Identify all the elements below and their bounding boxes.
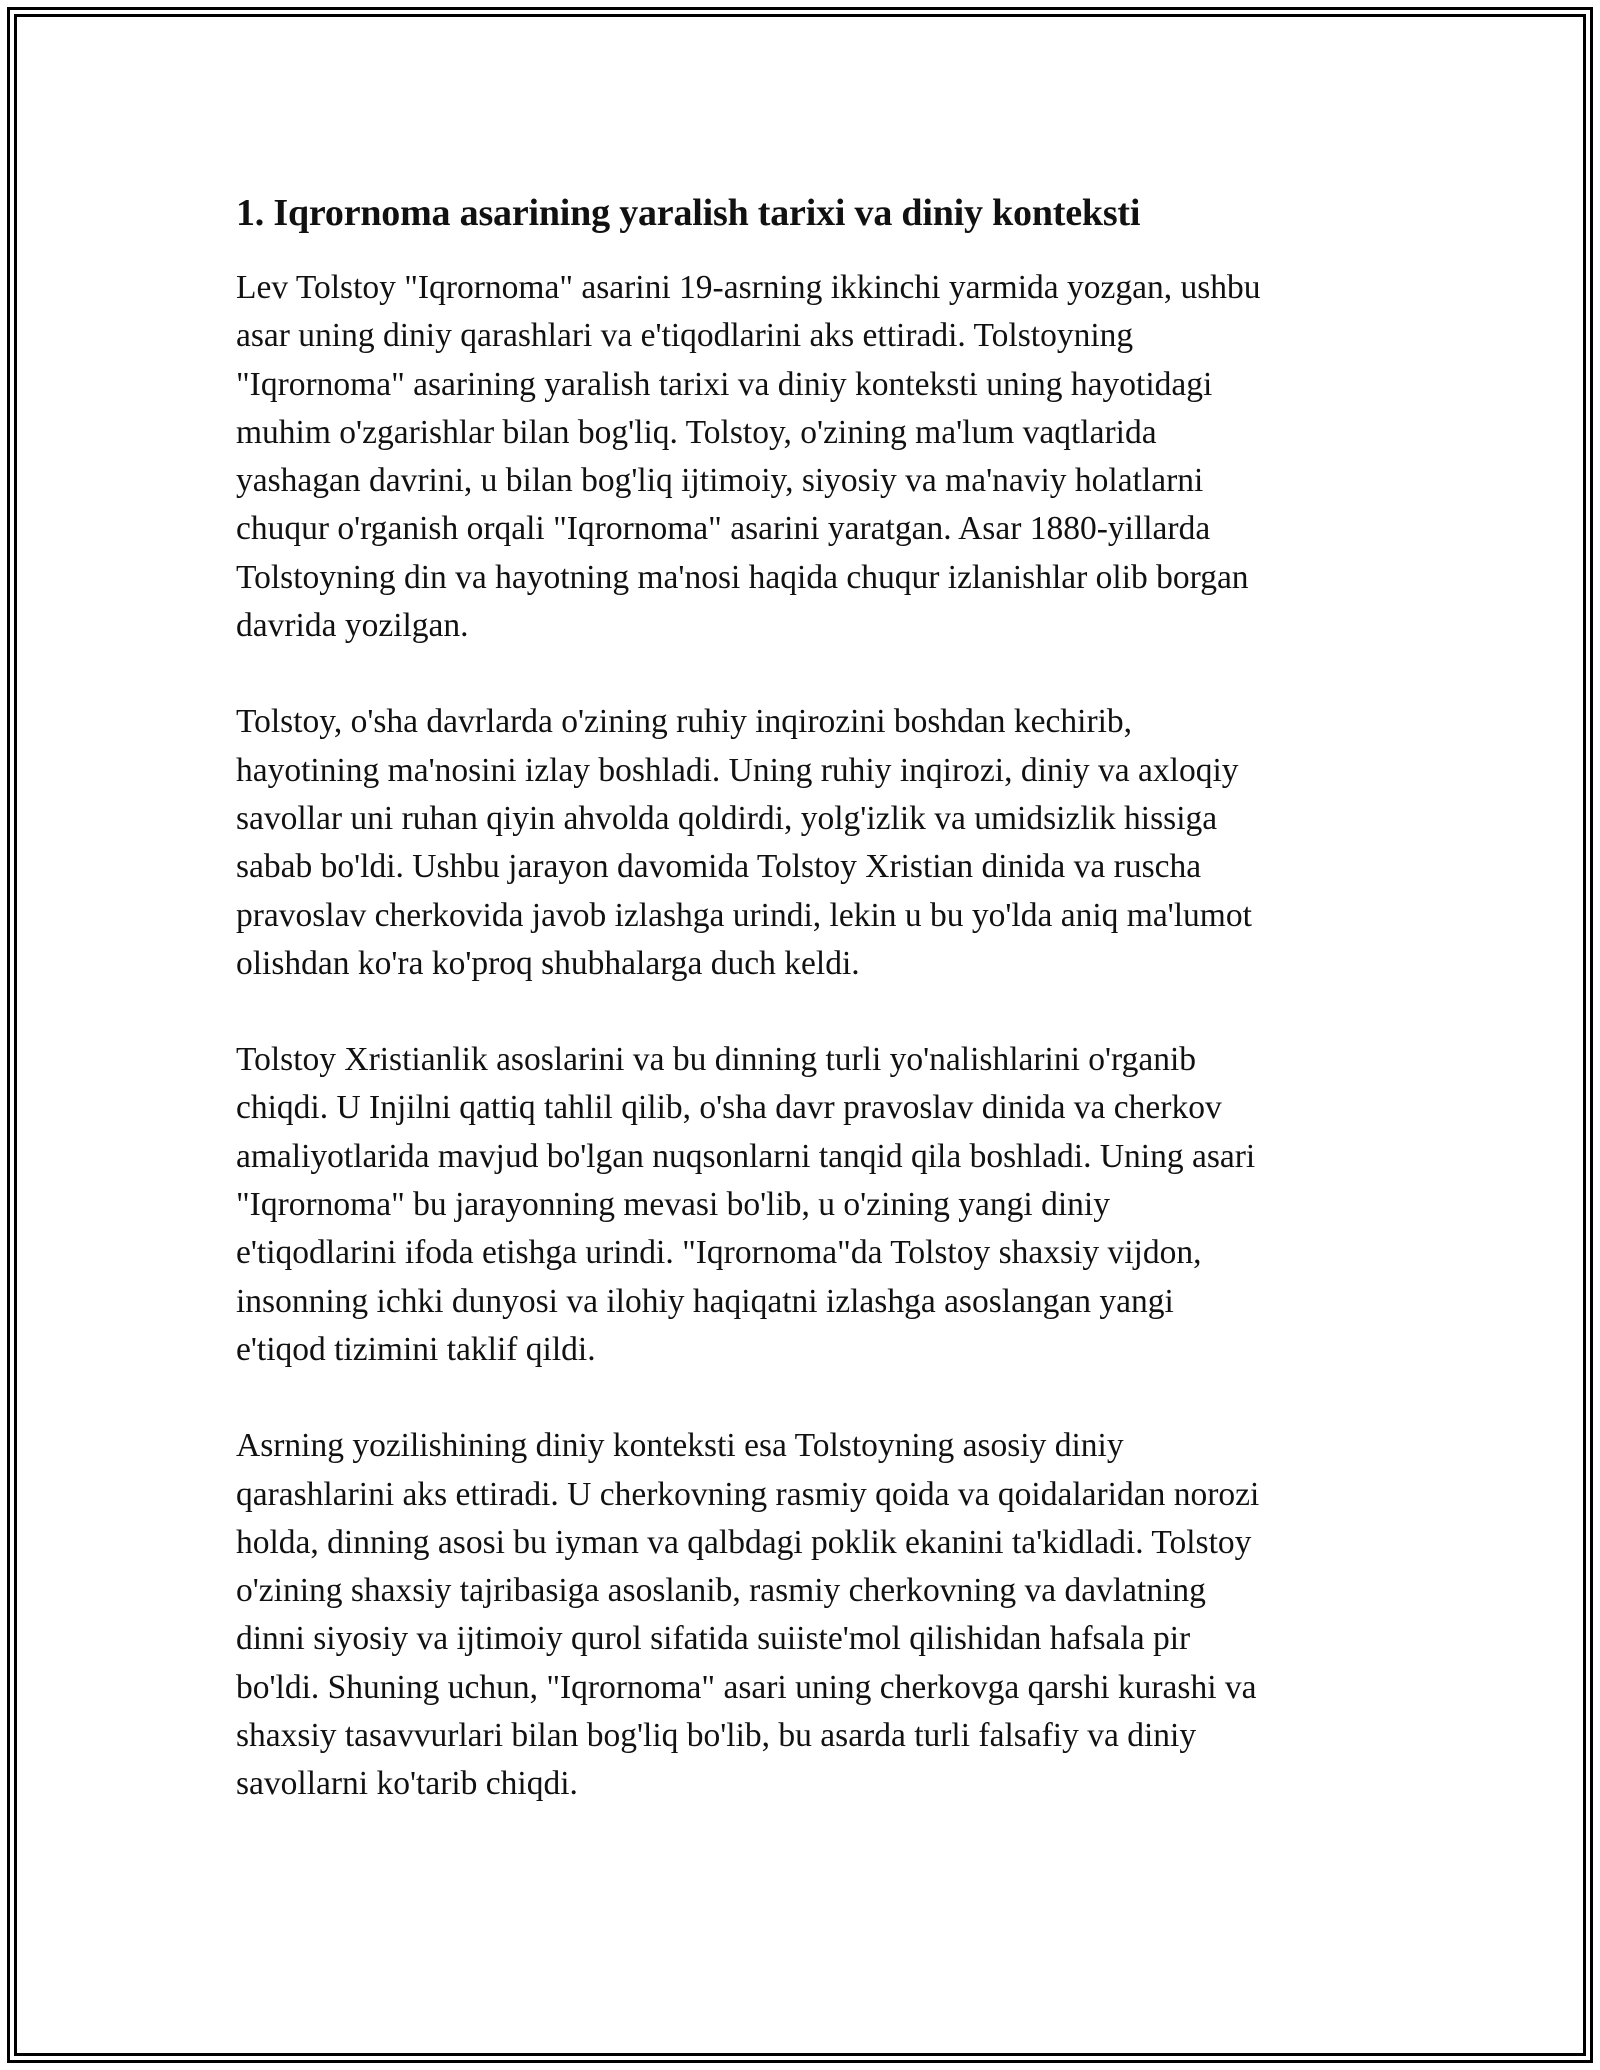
document-body bbox=[236, 184, 1366, 1857]
paragraph-2: Tolstoy, o'sha davrlarda o'zining ruhiy inqirozini boshdan kechirib, hayotining ma'nosini izlay boshladi. Uning ruhiy inqirozi, diniy va axloqiy savollar uni ruhan qiyin ahvolda qoldirdi, yolg'izlik va umidsizlik hissiga sabab bo'ldi. Ushbu jarayon davomida Tolstoy Xristian dinida va ruscha pravoslav cherkovida javob izlashga urindi, lekin u bu yo'lda aniq ma'lumot olishdan ko'ra ko'proq shubhalarga duch keldi. bbox=[236, 703, 1252, 982]
paragraph-4: Asrning yozilishining diniy konteksti esa Tolstoyning asosiy diniy qarashlarini aks ettiradi. U cherkovning rasmiy qoida va qoidalaridan norozi holda, dinning asosi bu iyman va qalbdagi poklik ekanini ta'kidladi. Tolstoy o'zining shaxsiy tajribasiga asoslanib, rasmiy cherkovning va davlatning dinni siyosiy va ijtimoiy qurol sifatida suiiste'mol qilishidan hafsala pir bo'ldi. Shuning uchun, "Iqrornoma" asari uning cherkovga qarshi kurashi va shaxsiy tasavvurlari bilan bog'liq bo'lib, bu asarda turli falsafiy va diniy savollarni ko'tarib chiqdi. bbox=[236, 1427, 1260, 1803]
paragraph-3: Tolstoy Xristianlik asoslarini va bu dinning turli yo'nalishlarini o'rganib chiqdi. U Injilni qattiq tahlil qilib, o'sha davr pravoslav dinida va cherkov amaliyotlarida mavjud bo'lgan nuqsonlarni tanqid qila boshladi. Uning asari "Iqrornoma" bu jarayonning mevasi bo'lib, u o'zining yangi diniy e'tiqodlarini ifoda etishga urindi. "Iqrornoma"da Tolstoy shaxsiy vijdon, insonning ichki dunyosi va ilohiy haqiqatni izlashga asoslangan yangi e'tiqod tizimini taklif qildi. bbox=[236, 1041, 1256, 1368]
section-heading: 1. Iqrornoma asarining yaralish tarixi va diniy konteksti bbox=[236, 192, 1141, 234]
paragraph-1: Lev Tolstoy "Iqrornoma" asarini 19-asrning ikkinchi yarmida yozgan, ushbu asar uning diniy qarashlari va e'tiqodlarini aks ettiradi. Tolstoyning "Iqrornoma" asarining yaralish tarixi va diniy konteksti uning hayotidagi muhim o'zgarishlar bilan bog'liq. Tolstoy, o'zining ma'lum vaqtlarida yashagan davrini, u bilan bog'liq ijtimoiy, siyosiy va ma'naviy holatlarni chuqur o'rganish orqali "Iqrornoma" asarini yaratgan. Asar 1880-yillarda Tolstoyning din va hayotning ma'nosi haqida chuqur izlanishlar olib borgan davrida yozilgan. bbox=[236, 269, 1261, 645]
